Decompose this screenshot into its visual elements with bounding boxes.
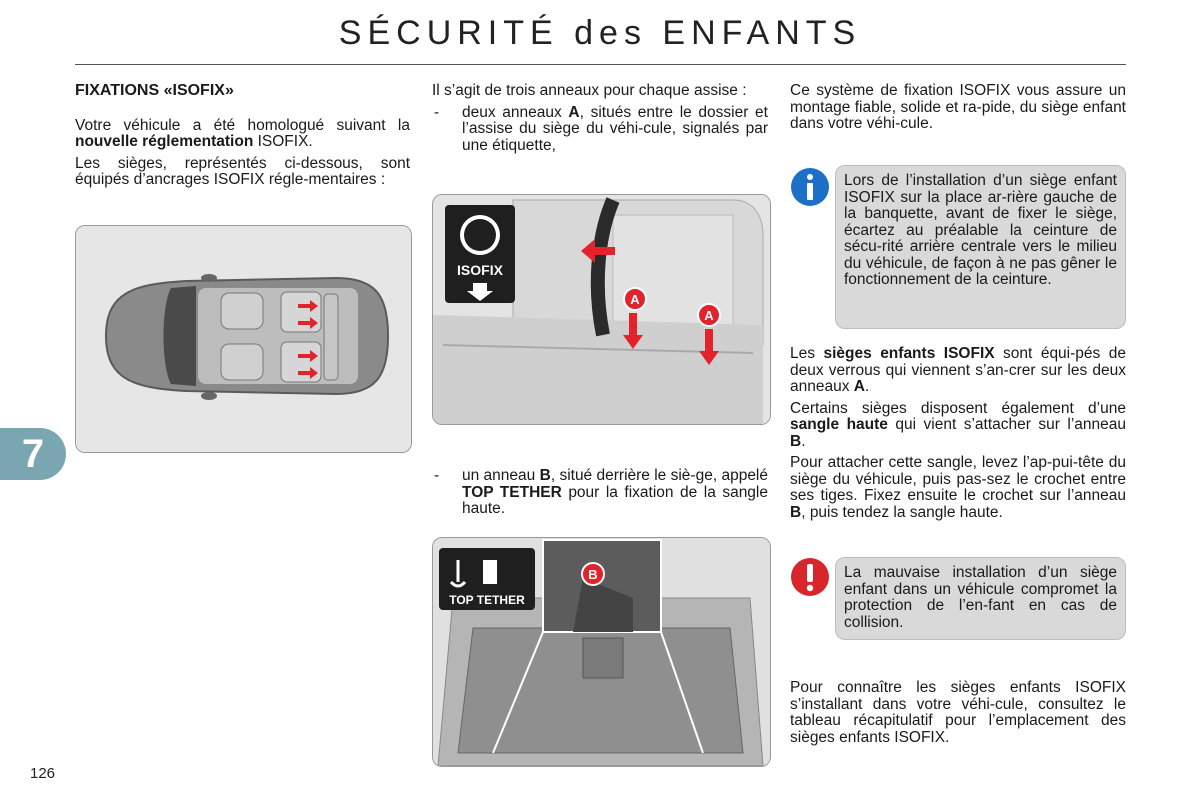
col3-paragraph-3: Certains sièges disposent également d’une sangle haute qui vient s’attacher sur l’anneau B. <box>790 399 1126 450</box>
header-rule <box>75 64 1126 65</box>
top-tether-label: TOP TETHER <box>449 593 525 607</box>
page-number: 126 <box>30 765 56 782</box>
section-heading: FIXATIONS «ISOFIX» <box>75 82 234 99</box>
marker-a-right: A <box>704 308 714 323</box>
column-2-lower <box>432 468 768 518</box>
top-tether-figure <box>432 537 771 767</box>
col3-paragraph-2: Les sièges enfants ISOFIX sont équi-pés de deux verrous qui viennent s’an-crer sur les deux anneaux A. <box>790 345 1126 395</box>
marker-b: B <box>588 567 598 582</box>
column-3-middle <box>790 346 1126 526</box>
column-3-lower <box>790 680 1126 751</box>
isofix-seat-illustration <box>433 195 770 424</box>
column-3 <box>790 83 1126 138</box>
top-tether-illustration <box>433 538 770 766</box>
chapter-tab[interactable]: 7 <box>0 428 66 480</box>
marker-a-left: A <box>630 292 640 307</box>
isofix-seat-figure <box>432 194 771 425</box>
warning-note: La mauvaise installation d’un siège enfant dans un véhicule compromet la protection de l’en-fant en cas de collision. <box>835 557 1126 640</box>
column-1 <box>75 83 410 194</box>
page-title: SÉCURITÉ des ENFANTS <box>338 14 862 52</box>
warning-icon <box>790 557 830 602</box>
col3-paragraph-5: Pour connaître les sièges enfants ISOFIX s’installant dans votre véhi-cule, consultez le tableau récapitulatif pour l’emplacement des sièges enfants ISOFIX. <box>790 679 1126 746</box>
col2-intro: Il s’agit de trois anneaux pour chaque assise : <box>432 82 747 99</box>
bullet-anchors-a: - deux anneaux A, situés entre le dossier et l’assise du siège du véhi-cule, signalés par une étiquette, <box>434 103 768 154</box>
isofix-label: ISOFIX <box>457 262 503 278</box>
col3-paragraph-1: Ce système de fixation ISOFIX vous assure un montage fiable, solide et ra-pide, du siège enfant dans votre véhi-cule. <box>790 82 1126 132</box>
col3-paragraph-4: Pour attacher cette sangle, levez l’ap-pui-tête du siège du véhicule, puis pas-sez le crochet entre ses tiges. Fixez ensuite le crochet sur l’anneau B, puis tendez la sangle haute. <box>790 454 1126 521</box>
column-2 <box>432 83 768 154</box>
car-top-view-figure <box>75 225 412 453</box>
info-icon <box>790 167 830 212</box>
car-top-view-illustration <box>76 226 411 452</box>
col1-paragraph-1: Votre véhicule a été homologué suivant la nouvelle réglementation ISOFIX. <box>75 116 410 150</box>
col1-paragraph-2: Les sièges, représentés ci-dessous, sont équipés d’ancrages ISOFIX régle-mentaires : <box>75 154 410 188</box>
info-note: Lors de l’installation d’un siège enfant ISOFIX sur la place ar-rière gauche de la banquette, avant de fixer le siège, écartez au préalable la ceinture de sécu-rité arrière centrale vers le milieu du véhicule, de façon à ne pas gêner le fonctionnement de la ceinture. <box>835 165 1126 329</box>
bullet-anchor-b: - un anneau B, situé derrière le siè-ge, appelé TOP TETHER pour la fixation de la sangle haute. <box>434 467 769 517</box>
